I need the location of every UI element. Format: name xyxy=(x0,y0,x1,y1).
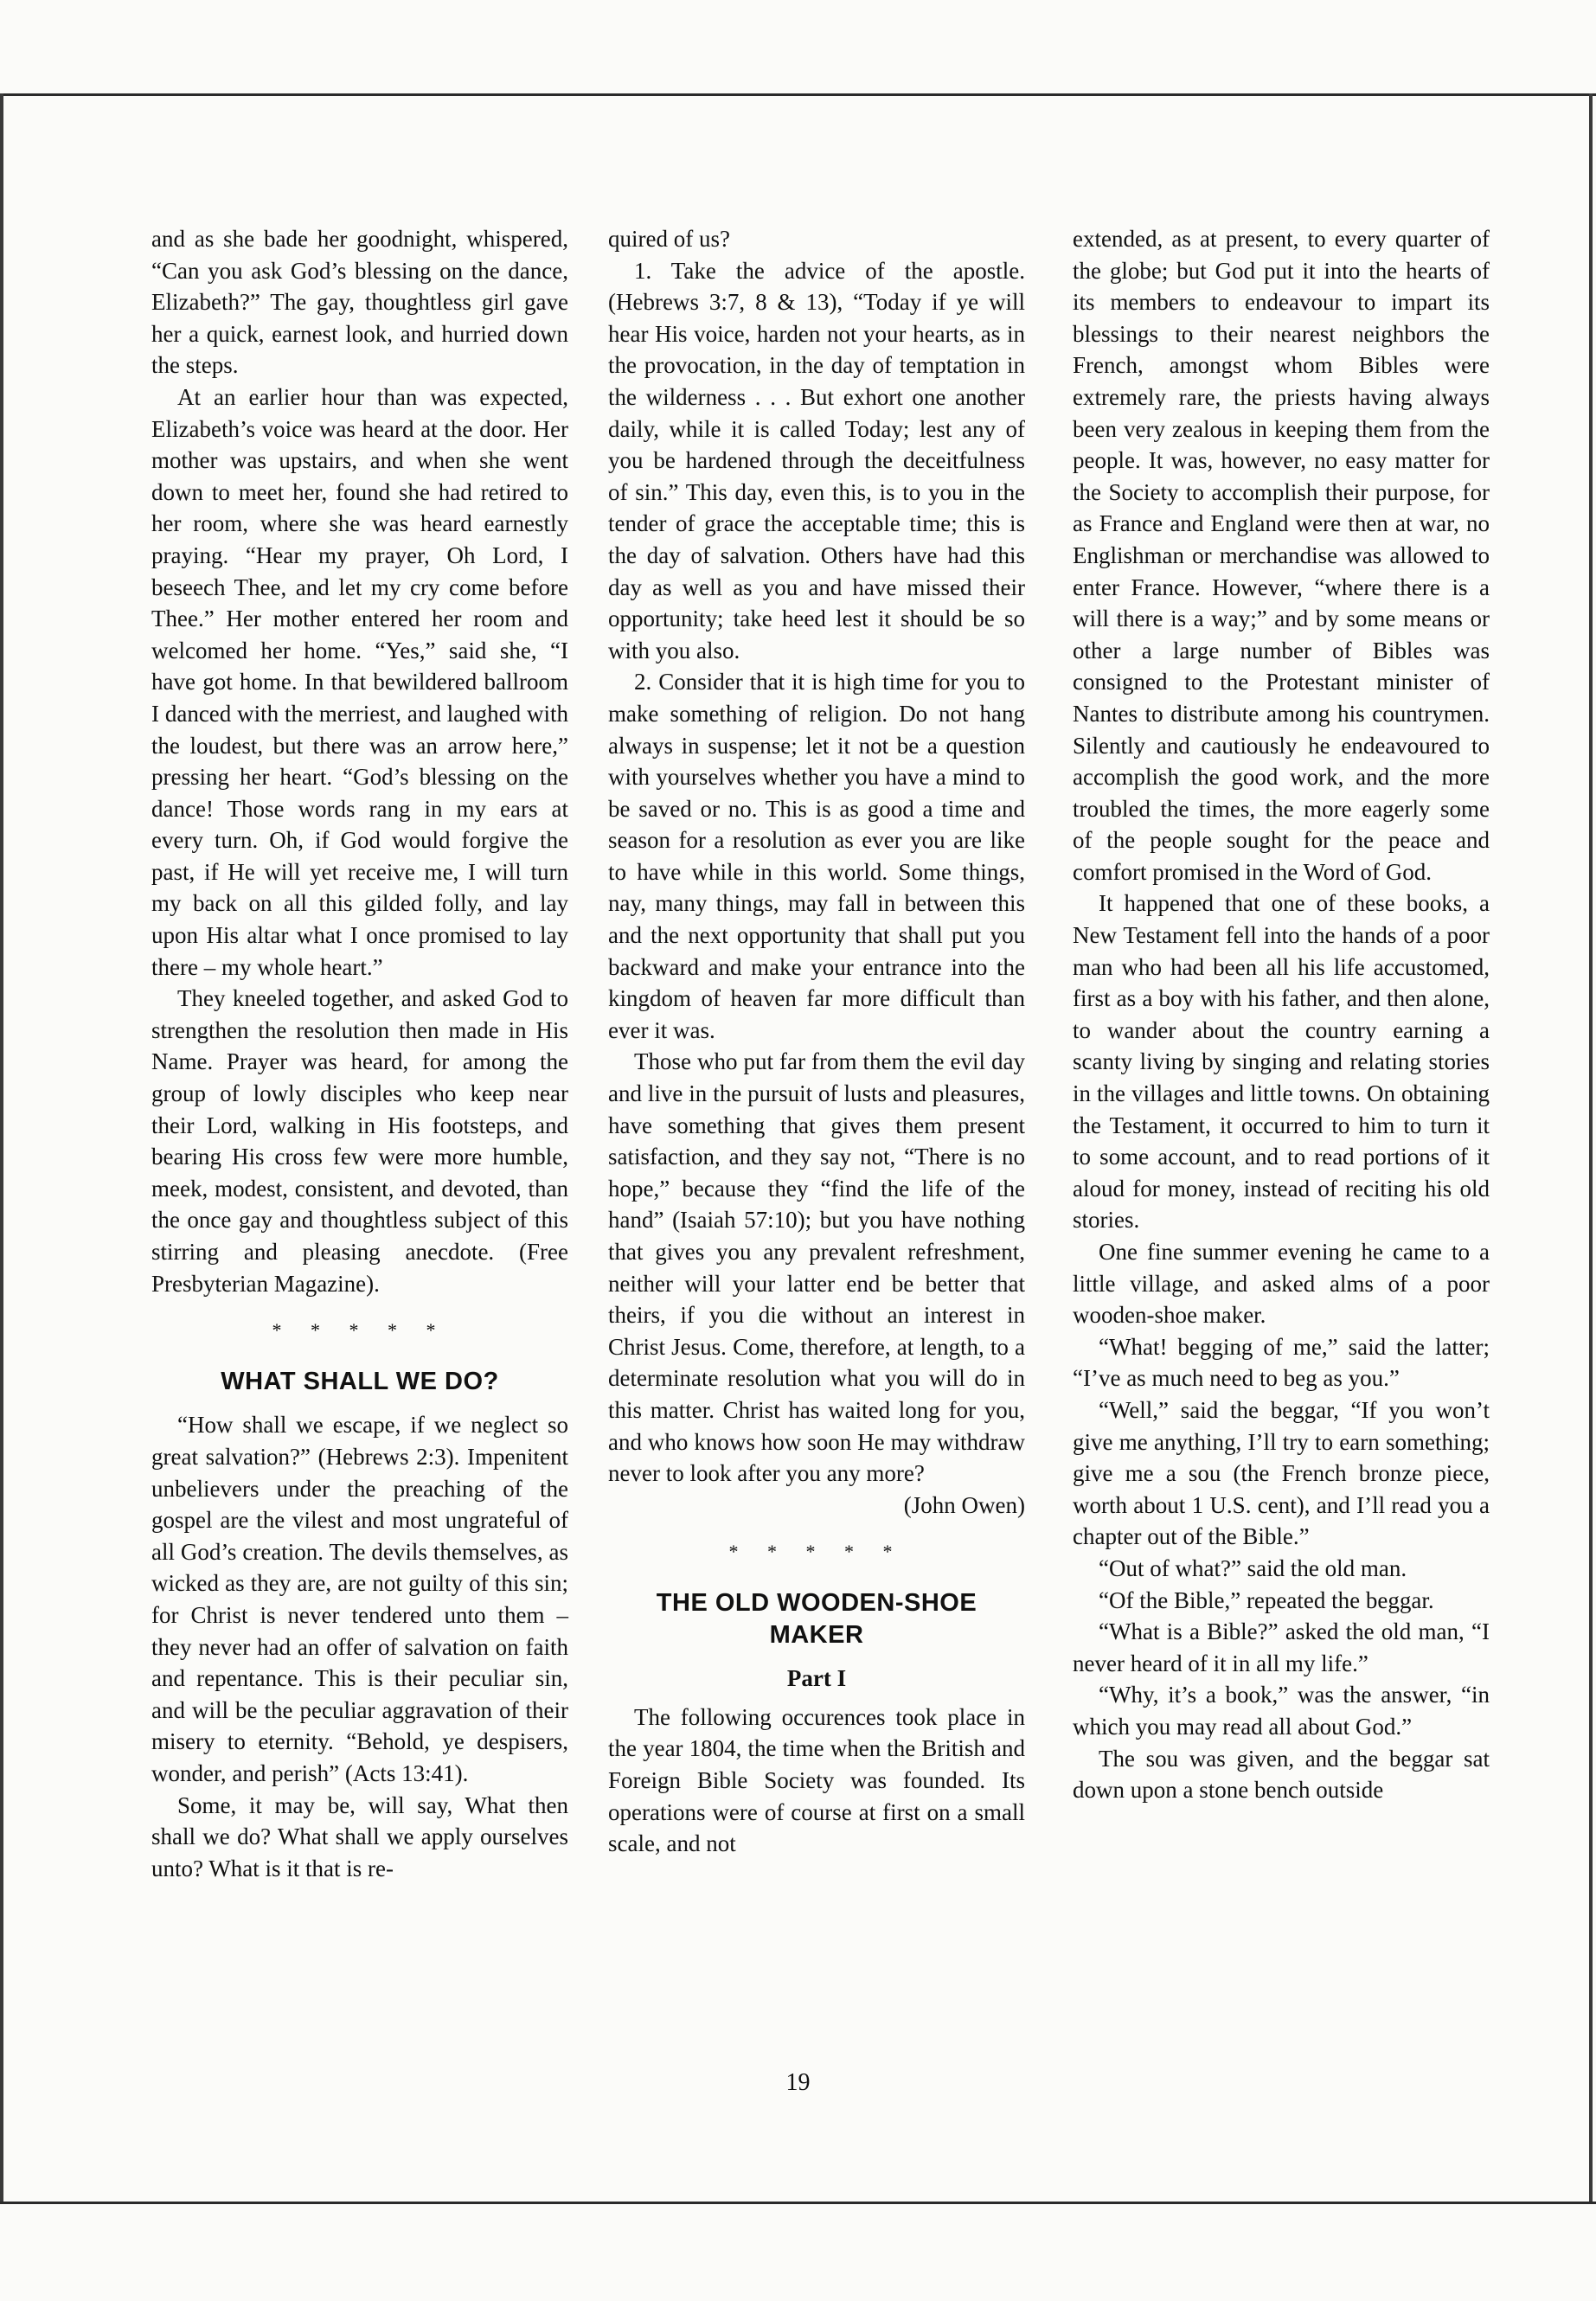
paragraph: quired of us? xyxy=(608,226,730,252)
paragraph: and as she bade her goodnight, whispered, “Can you ask God’s blessing on the dance, Elizabeth?” The gay, thoughtless girl gave her a quick, earnest look, and hurried down the steps. xyxy=(151,226,568,379)
page-number: 19 xyxy=(785,2069,811,2096)
right-border-edge xyxy=(1589,93,1593,2204)
paragraph: “How shall we escape, if we neglect so great salvation?” (Hebrews 2:3). Impenitent unbelievers under the preaching of the gospel are the vilest and most ungrateful of all God’s creation. The devils themselves, as wicked as they are, are not guilty of this sin; for Christ is never tendered unto them – they never had an offer of salvation on faith and repentance. This is their peculiar sin, and will be the peculiar aggravation of their misery to eternity. “Behold, ye despisers, wonder, and perish” (Acts 13:41). xyxy=(151,1412,568,1786)
paragraph: At an earlier hour than was expected, Elizabeth’s voice was heard at the door. Her mother was upstairs, and when she went down to meet her, found she had retired to her room, where she was heard earnestly praying. “Hear my prayer, Oh Lord, I beseech Thee, and let my cry come before Thee.” Her mother entered her room and welcomed her home. “Yes,” said she, “I have got home. In that bewildered ballroom I danced with the merriest, and laughed with the loudest, but there was an arrow here,” pressing her heart. “God’s blessing on the dance! Those words rang in my ears at every turn. Oh, if God would forgive the past, if He will yet receive me, I will turn my back on all this gilded folly, and lay upon His altar what I once promised to lay there – my whole heart.” xyxy=(151,383,568,980)
paragraph: One fine summer evening he came to a little village, and asked alms of a poor wooden-shoe maker. xyxy=(1073,1239,1490,1329)
bottom-border-rule xyxy=(0,2202,1596,2204)
paragraph: “What is a Bible?” asked the old man, “I never heard of it in all my life.” xyxy=(1073,1618,1490,1676)
attribution: (John Owen) xyxy=(903,1491,1025,1518)
section-divider-stars: * * * * * xyxy=(272,1319,448,1342)
article-subheading: Part I xyxy=(786,1665,847,1692)
paragraph: “What! begging of me,” said the latter; “I’ve as much need to beg as you.” xyxy=(1073,1333,1490,1392)
paragraph: extended, as at present, to every quarter of the globe; but God put it into the hearts of its members to endeavour to impart its blessings to their nearest neighbors the French, amongst whom Bibles were extremely rare, the priests having always been very zealous in keeping them from the people. It was, however, no easy matter for the Society to accomplish their purpose, for as France and England were then at war, no Englishman or merchandise was allowed to enter France. However, “where there is a will there is a way;” and by some means or other a large number of Bibles was consigned to the Protestant minister of Nantes to distribute among his countrymen. Silently and cautiously he endeavoured to accomplish the good work, and the more troubled the times, the more eagerly some of the people sought for the peace and comfort promised in the Word of God. xyxy=(1073,226,1490,885)
paragraph: “Why, it’s a book,” was the answer, “in which you may read all about God.” xyxy=(1073,1682,1490,1740)
paragraph: The sou was given, and the beggar sat down upon a stone bench outside xyxy=(1073,1745,1490,1804)
article-heading: WHAT SHALL WE DO? xyxy=(221,1367,499,1395)
paragraph: “Out of what?” said the old man. xyxy=(1099,1554,1407,1581)
section-divider-stars: * * * * * xyxy=(728,1541,905,1563)
paragraph: “Well,” said the beggar, “If you won’t give me anything, I’ll try to earn something; give me a sou (the French bronze piece, worth about 1 U.S. cent), and I’ll read you a chapter out of the Bible.” xyxy=(1073,1396,1490,1550)
column-2 xyxy=(608,223,1025,1860)
paragraph: “Of the Bible,” repeated the beggar. xyxy=(1099,1586,1434,1613)
column-1 xyxy=(151,223,568,1884)
paragraph: 2. Consider that it is high time for you to make something of religion. Do not hang always in suspense; let it not be a question with yourselves whether you have a mind to be saved or no. This is as good a time and season for a resolution as ever you are like to have while in this world. Some things, nay, many things, may fall in between this and the next opportunity that shall put you backward and make your entrance into the kingdom of heaven far more difficult than ever it was. xyxy=(608,669,1025,1043)
paragraph: It happened that one of these books, a New Testament fell into the hands of a poor man who had been all his life accustomed, first as a boy with his father, and then alone, to wander about the country earning a scanty living by singing and relating stories in the villages and little towns. On obtaining the Testament, it occurred to him to turn it to some account, and to read portions of it aloud for money, instead of reciting his old stories. xyxy=(1073,890,1490,1234)
paragraph: Some, it may be, will say, What then shall we do? What shall we apply ourselves unto? What is it that is re- xyxy=(151,1791,568,1881)
article-heading: THE OLD WOODEN-SHOE MAKER xyxy=(656,1588,977,1649)
column-3 xyxy=(1073,223,1490,1806)
paragraph: Those who put far from them the evil day and live in the pursuit of lusts and pleasures, have something that gives them present satisfaction, and they say not, “There is no hope,” because they “find the life of the hand” (Isaiah 57:10); but you have nothing that gives you any prevalent refreshment, neither will your latter end be better that theirs, if you die without an interest in Christ Jesus. Come, therefore, at length, to a determinate resolution what you will do in this matter. Christ has waited long for you, and who knows how soon He may withdraw never to look after you any more? xyxy=(608,1048,1025,1487)
paragraph: They kneeled together, and asked God to strengthen the resolution then made in His Name. Prayer was heard, for among the group of lowly disciples who keep near their Lord, walking in His footsteps, and bearing His cross few were more humble, meek, modest, consistent, and devoted, than the once gay and thoughtless subject of this stirring and pleasing anecdote. (Free Presbyterian Magazine). xyxy=(151,985,568,1297)
paragraph: 1. Take the advice of the apostle. (Hebrews 3:7, 8 & 13), “Today if ye will hear His voice, harden not your hearts, as in the provocation, in the day of temptation in the wilderness . . . But exhort one another daily, while it is called Today; lest any of you be hardened through the deceitfulness of sin.” This day, even this, is to you in the tender of grace the acceptable time; this is the day of salvation. Others have had this day as well as you and have missed their opportunity; take heed lest it should be so with you also. xyxy=(608,257,1025,663)
left-border-edge xyxy=(0,93,3,2204)
top-border-rule xyxy=(0,93,1596,96)
paragraph: The following occurences took place in the year 1804, the time when the British and Foreign Bible Society was founded. Its operations were of course at first on a small scale, and not xyxy=(608,1703,1025,1857)
